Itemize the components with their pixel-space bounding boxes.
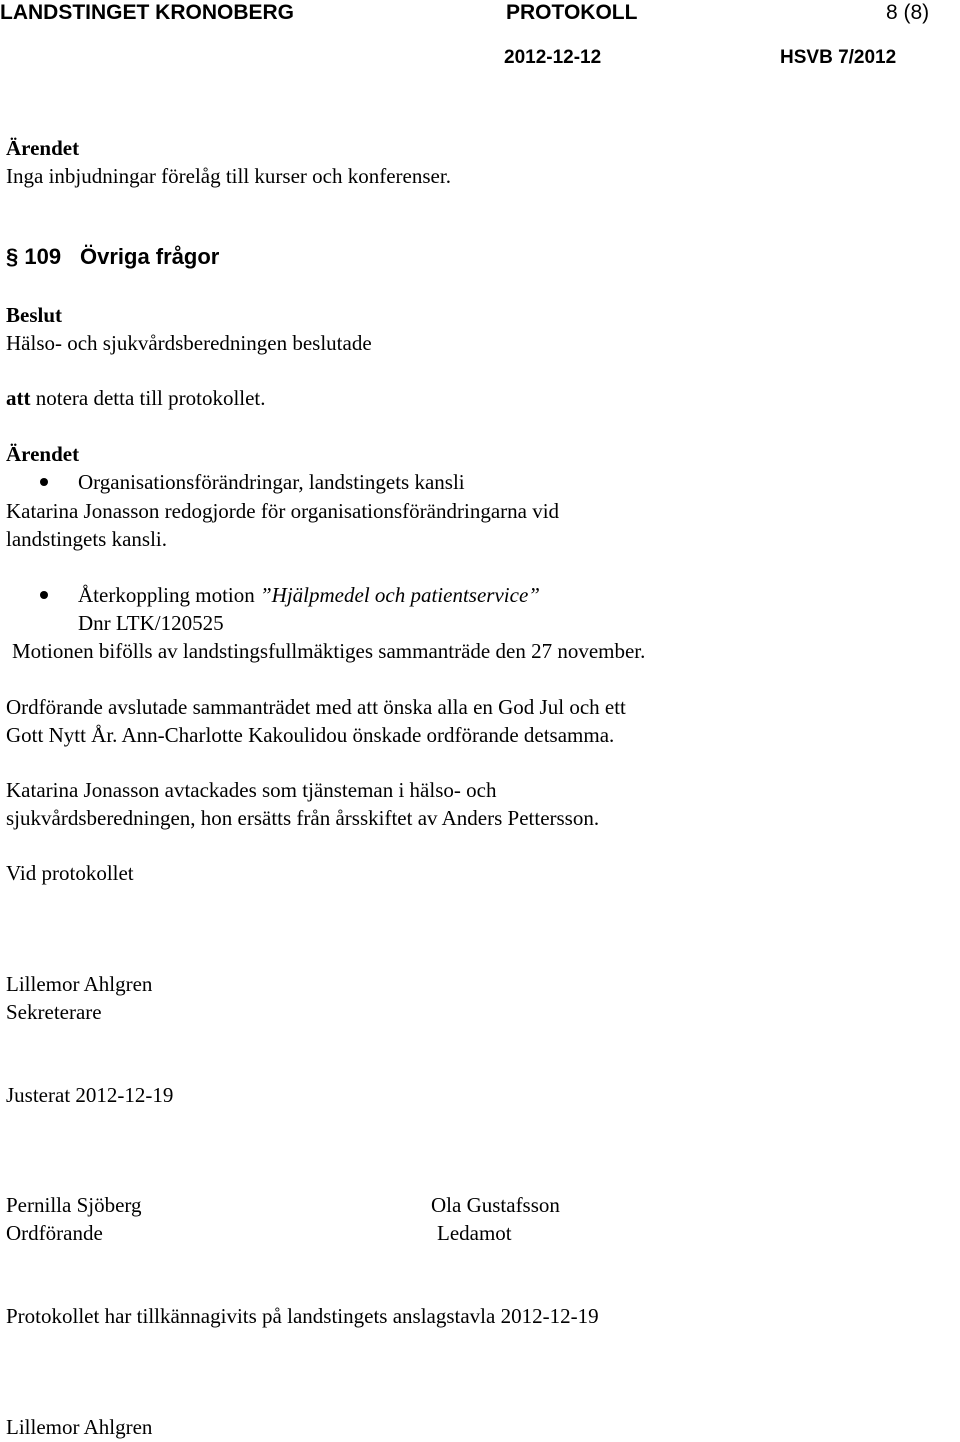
beslut-text: Hälso- och sjukvårdsberedningen beslutade — [6, 331, 372, 355]
thanks-line2: sjukvårdsberedningen, hon ersätts från årsskiftet av Anders Pettersson. — [6, 806, 600, 830]
arendet-label: Ärendet — [6, 136, 80, 160]
chair-role: Ordförande — [6, 1221, 103, 1245]
justerat-date: Justerat 2012-12-19 — [6, 1083, 174, 1107]
bullet-item-text-line2: landstingets kansli. — [6, 527, 167, 551]
header-org: LANDSTINGET KRONOBERG — [0, 1, 294, 24]
header-reference: HSVB 7/2012 — [780, 47, 897, 68]
arendet-text: Inga inbjudningar förelåg till kurser och konferenser. — [6, 164, 451, 188]
member-name: Ola Gustafsson — [431, 1193, 560, 1217]
section-number: § 109 — [6, 244, 62, 269]
arendet-label-2: Ärendet — [6, 442, 80, 466]
member-role: Ledamot — [437, 1221, 512, 1245]
bullet-icon — [40, 591, 48, 599]
section-title: Övriga frågor — [80, 244, 220, 269]
header-page-number: 8 (8) — [886, 1, 930, 24]
beslut-label: Beslut — [6, 303, 63, 327]
att-clause — [6, 384, 266, 412]
header-doc-type: PROTOKOLL — [506, 1, 638, 24]
bullet-icon — [40, 478, 48, 486]
thanks-line1: Katarina Jonasson avtackades som tjänsteman i hälso- och — [6, 778, 497, 802]
motion-title: ”Hjälpmedel och patientservice” — [260, 583, 540, 607]
announcement-text: Protokollet har tillkännagivits på landstingets anslagstavla 2012-12-19 — [6, 1304, 599, 1328]
att-word: att — [6, 386, 31, 410]
closing-line1: Ordförande avslutade sammanträdet med att önska alla en God Jul och ett — [6, 695, 626, 719]
vid-protokollet: Vid protokollet — [6, 861, 134, 885]
bullet-item-text-line1: Katarina Jonasson redogjorde för organisationsförändringarna vid — [6, 499, 560, 523]
secretary-role: Sekreterare — [6, 1000, 102, 1024]
secretary-name: Lillemor Ahlgren — [6, 972, 153, 996]
motion-dnr: Dnr LTK/120525 — [78, 611, 224, 635]
chair-name: Pernilla Sjöberg — [6, 1193, 142, 1217]
bullet-item-title: Organisationsförändringar, landstingets kansli — [78, 470, 465, 494]
final-signature-name: Lillemor Ahlgren — [6, 1415, 153, 1439]
closing-line2: Gott Nytt År. Ann-Charlotte Kakoulidou önskade ordförande detsamma. — [6, 723, 615, 747]
header-date: 2012-12-12 — [504, 47, 602, 68]
motion-text: Motionen bifölls av landstingsfullmäktiges sammanträde den 27 november. — [12, 639, 646, 663]
bullet-item-title-2 — [78, 581, 540, 609]
motion-prefix: Återkoppling motion — [78, 583, 260, 607]
att-text: notera detta till protokollet. — [30, 386, 266, 410]
